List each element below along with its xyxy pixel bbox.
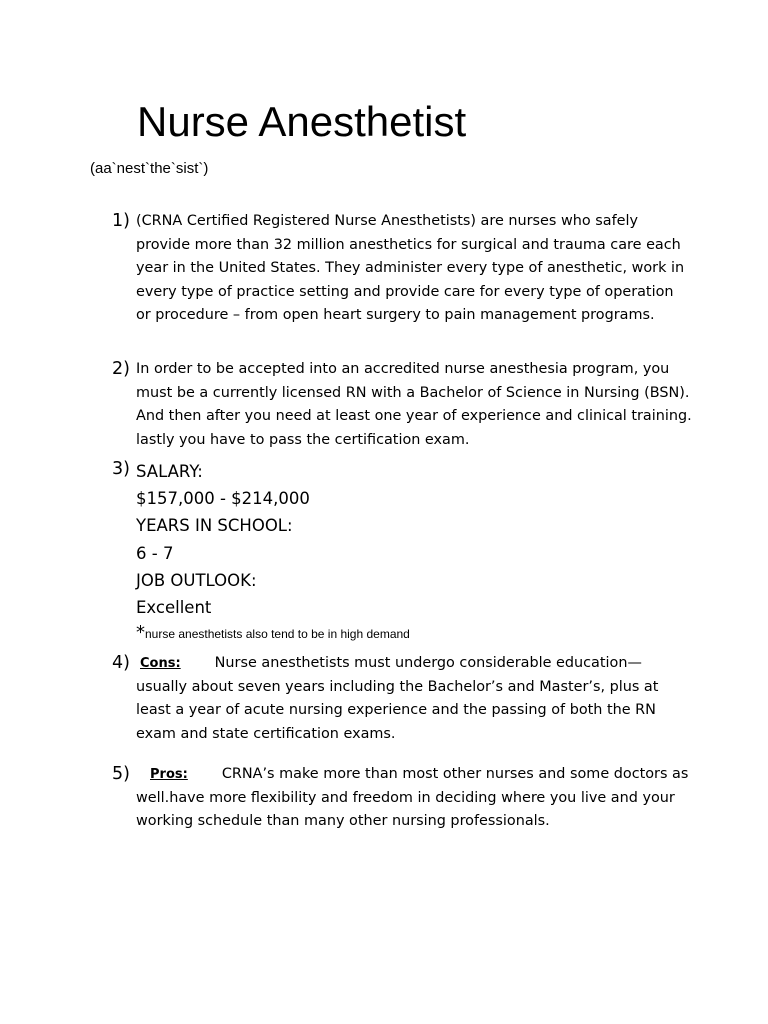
item-text: In order to be accepted into an accredited nurse anesthesia program, you must be a currently licensed RN with a Bachelor of Science in Nursing (BSN). And then after you need at least one year of experience and clinical training. lastly you have to pass the certification exam. xyxy=(136,361,692,448)
pros-label: Pros: xyxy=(150,767,188,782)
cons-label: Cons: xyxy=(140,656,181,671)
years-label: YEARS IN SCHOOL: xyxy=(136,516,293,536)
item-number: 3) xyxy=(112,459,130,479)
item-number: 5) xyxy=(112,764,130,784)
outlook-value: Excellent xyxy=(136,598,212,618)
note-asterisk: * xyxy=(136,622,145,644)
item-number: 1) xyxy=(112,211,130,231)
cons-text: Nurse anesthetists must undergo considerable education—usually about seven years including the Bachelor’s and Master’s, plus at least a year of acute nursing experience and the passing of both the RN exam and state certification exams. xyxy=(136,655,659,742)
list-item-2 xyxy=(112,358,692,452)
list-item-1 xyxy=(112,210,692,328)
pronunciation: (aa`nest`the`sist`) xyxy=(90,160,209,177)
list-item-5 xyxy=(112,763,692,834)
list-item-3 xyxy=(112,458,692,647)
item-number: 2) xyxy=(112,359,130,379)
career-facts xyxy=(136,458,692,647)
item-text: (CRNA Certified Registered Nurse Anesthetists) are nurses who safely provide more than 32 million anesthetics for surgical and trauma care each year in the United States. They administer every type of anesthetic, work in every type of practice setting and provide care for every type of operation or procedure – from open heart surgery to pain management programs. xyxy=(136,213,685,323)
salary-value: $157,000 - $214,000 xyxy=(136,489,310,509)
list-item-4 xyxy=(112,652,692,746)
salary-label: SALARY: xyxy=(136,462,203,481)
outlook-label: JOB OUTLOOK: xyxy=(136,570,257,590)
page-title: Nurse Anesthetist xyxy=(137,98,467,145)
pros-text: CRNA’s make more than most other nurses and some doctors as well.have more flexibility and freedom in deciding where you live and your working schedule than many other nursing professionals. xyxy=(136,766,689,829)
demand-note xyxy=(136,621,692,647)
note-text: nurse anesthetists also tend to be in high demand xyxy=(145,627,410,642)
item-number: 4) xyxy=(112,653,130,673)
years-value: 6 - 7 xyxy=(136,543,174,563)
